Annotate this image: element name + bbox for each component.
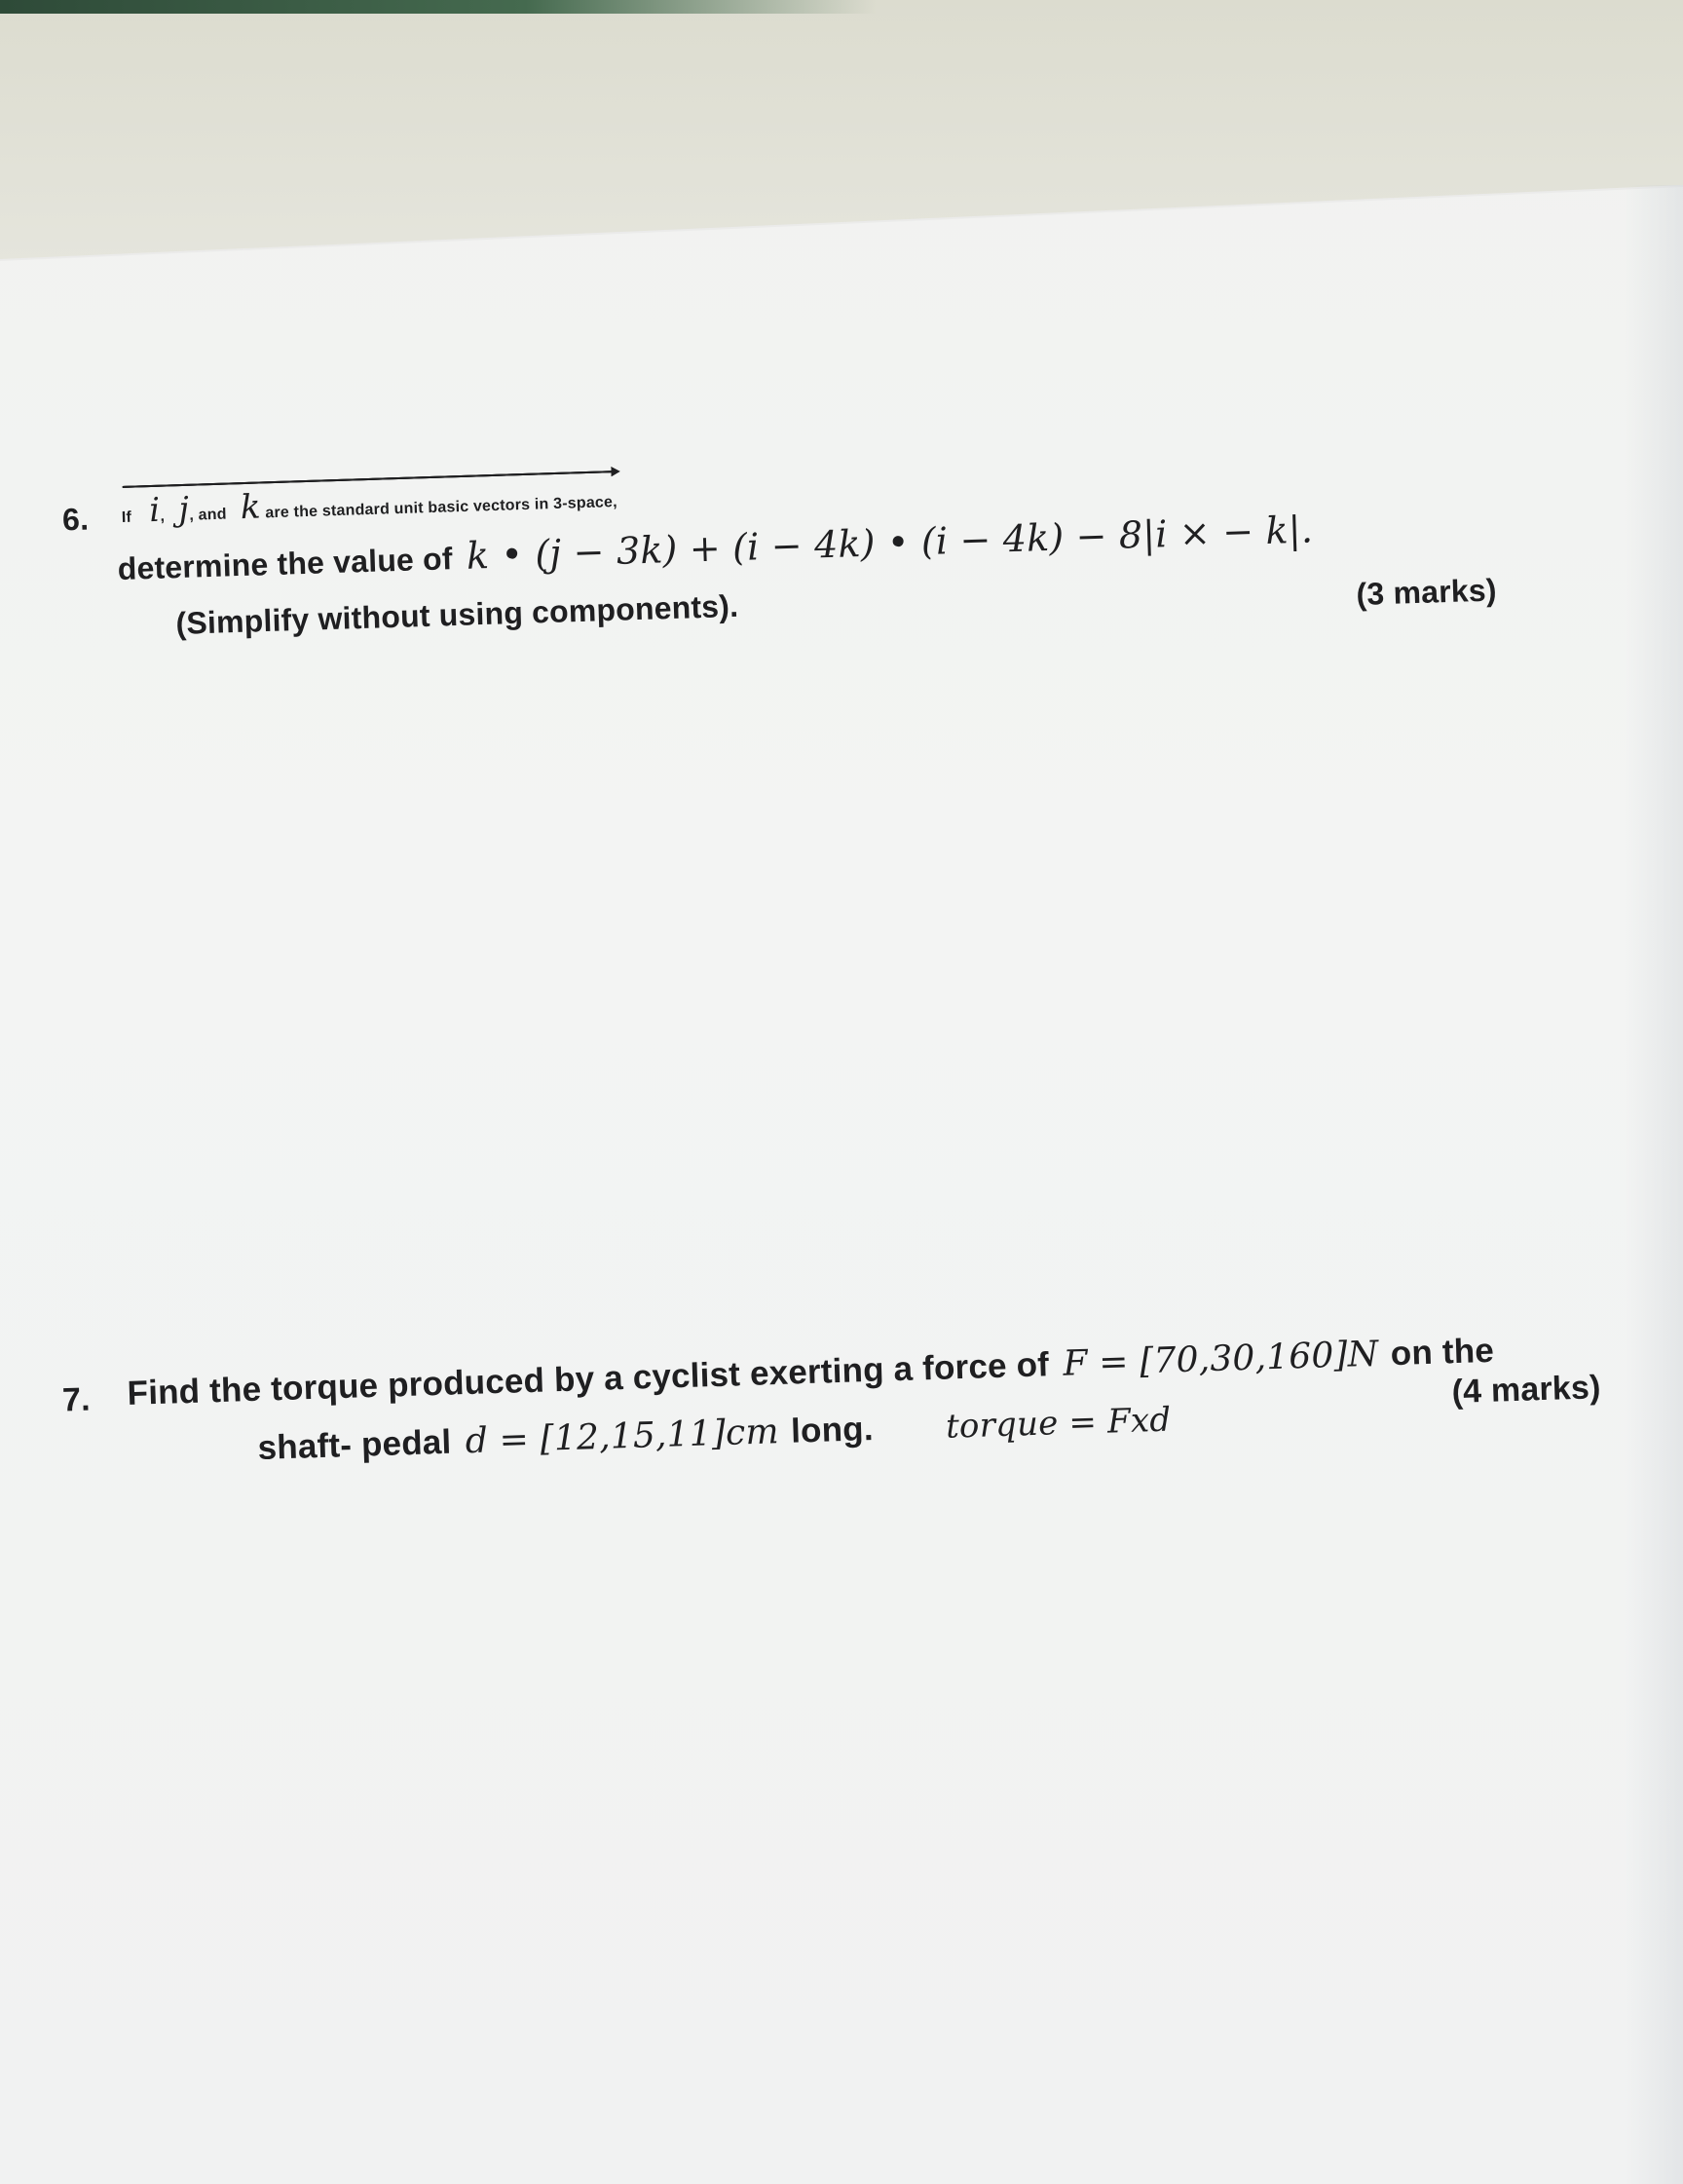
q6-comma-1: , <box>160 508 166 525</box>
q6-comma-and: , and <box>189 506 227 524</box>
q6-line1-tail: are the standard unit basic vectors in 3-space, <box>265 493 618 522</box>
background-object <box>0 0 877 14</box>
vector-i: i <box>148 490 161 531</box>
q6-line1-lead: If <box>121 508 132 526</box>
q6-number: 6. <box>61 501 90 538</box>
q6-marks: (3 marks) <box>1356 572 1498 612</box>
q6-line2-lead: determine the value of <box>117 541 454 586</box>
q7-number: 7. <box>61 1380 92 1419</box>
q6-expression: k • (j − 3k) + (i − 4k) • (i − 4k) − 8|i × − k|. <box>466 508 1314 578</box>
vector-k: k <box>240 487 262 528</box>
q7-line1-tail: on the <box>1390 1331 1495 1374</box>
q7-force-expression: F = [70,30,160]N <box>1062 1334 1380 1384</box>
q7-line2-tail: long. <box>790 1410 875 1450</box>
q7-line1-lead: Find the torque produced by a cyclist exerting a force of <box>127 1345 1050 1412</box>
q6-line-3: (Simplify without using components). <box>175 587 739 641</box>
vector-j: j <box>177 489 190 530</box>
q7-marks: (4 marks) <box>1451 1369 1602 1411</box>
q7-formula: torque = Fxd <box>945 1400 1172 1447</box>
q7-distance-expression: d = [12,15,11]cm <box>465 1412 780 1462</box>
paper-shadow <box>1625 185 1683 2184</box>
q7-line2-lead: shaft- pedal <box>257 1422 452 1467</box>
